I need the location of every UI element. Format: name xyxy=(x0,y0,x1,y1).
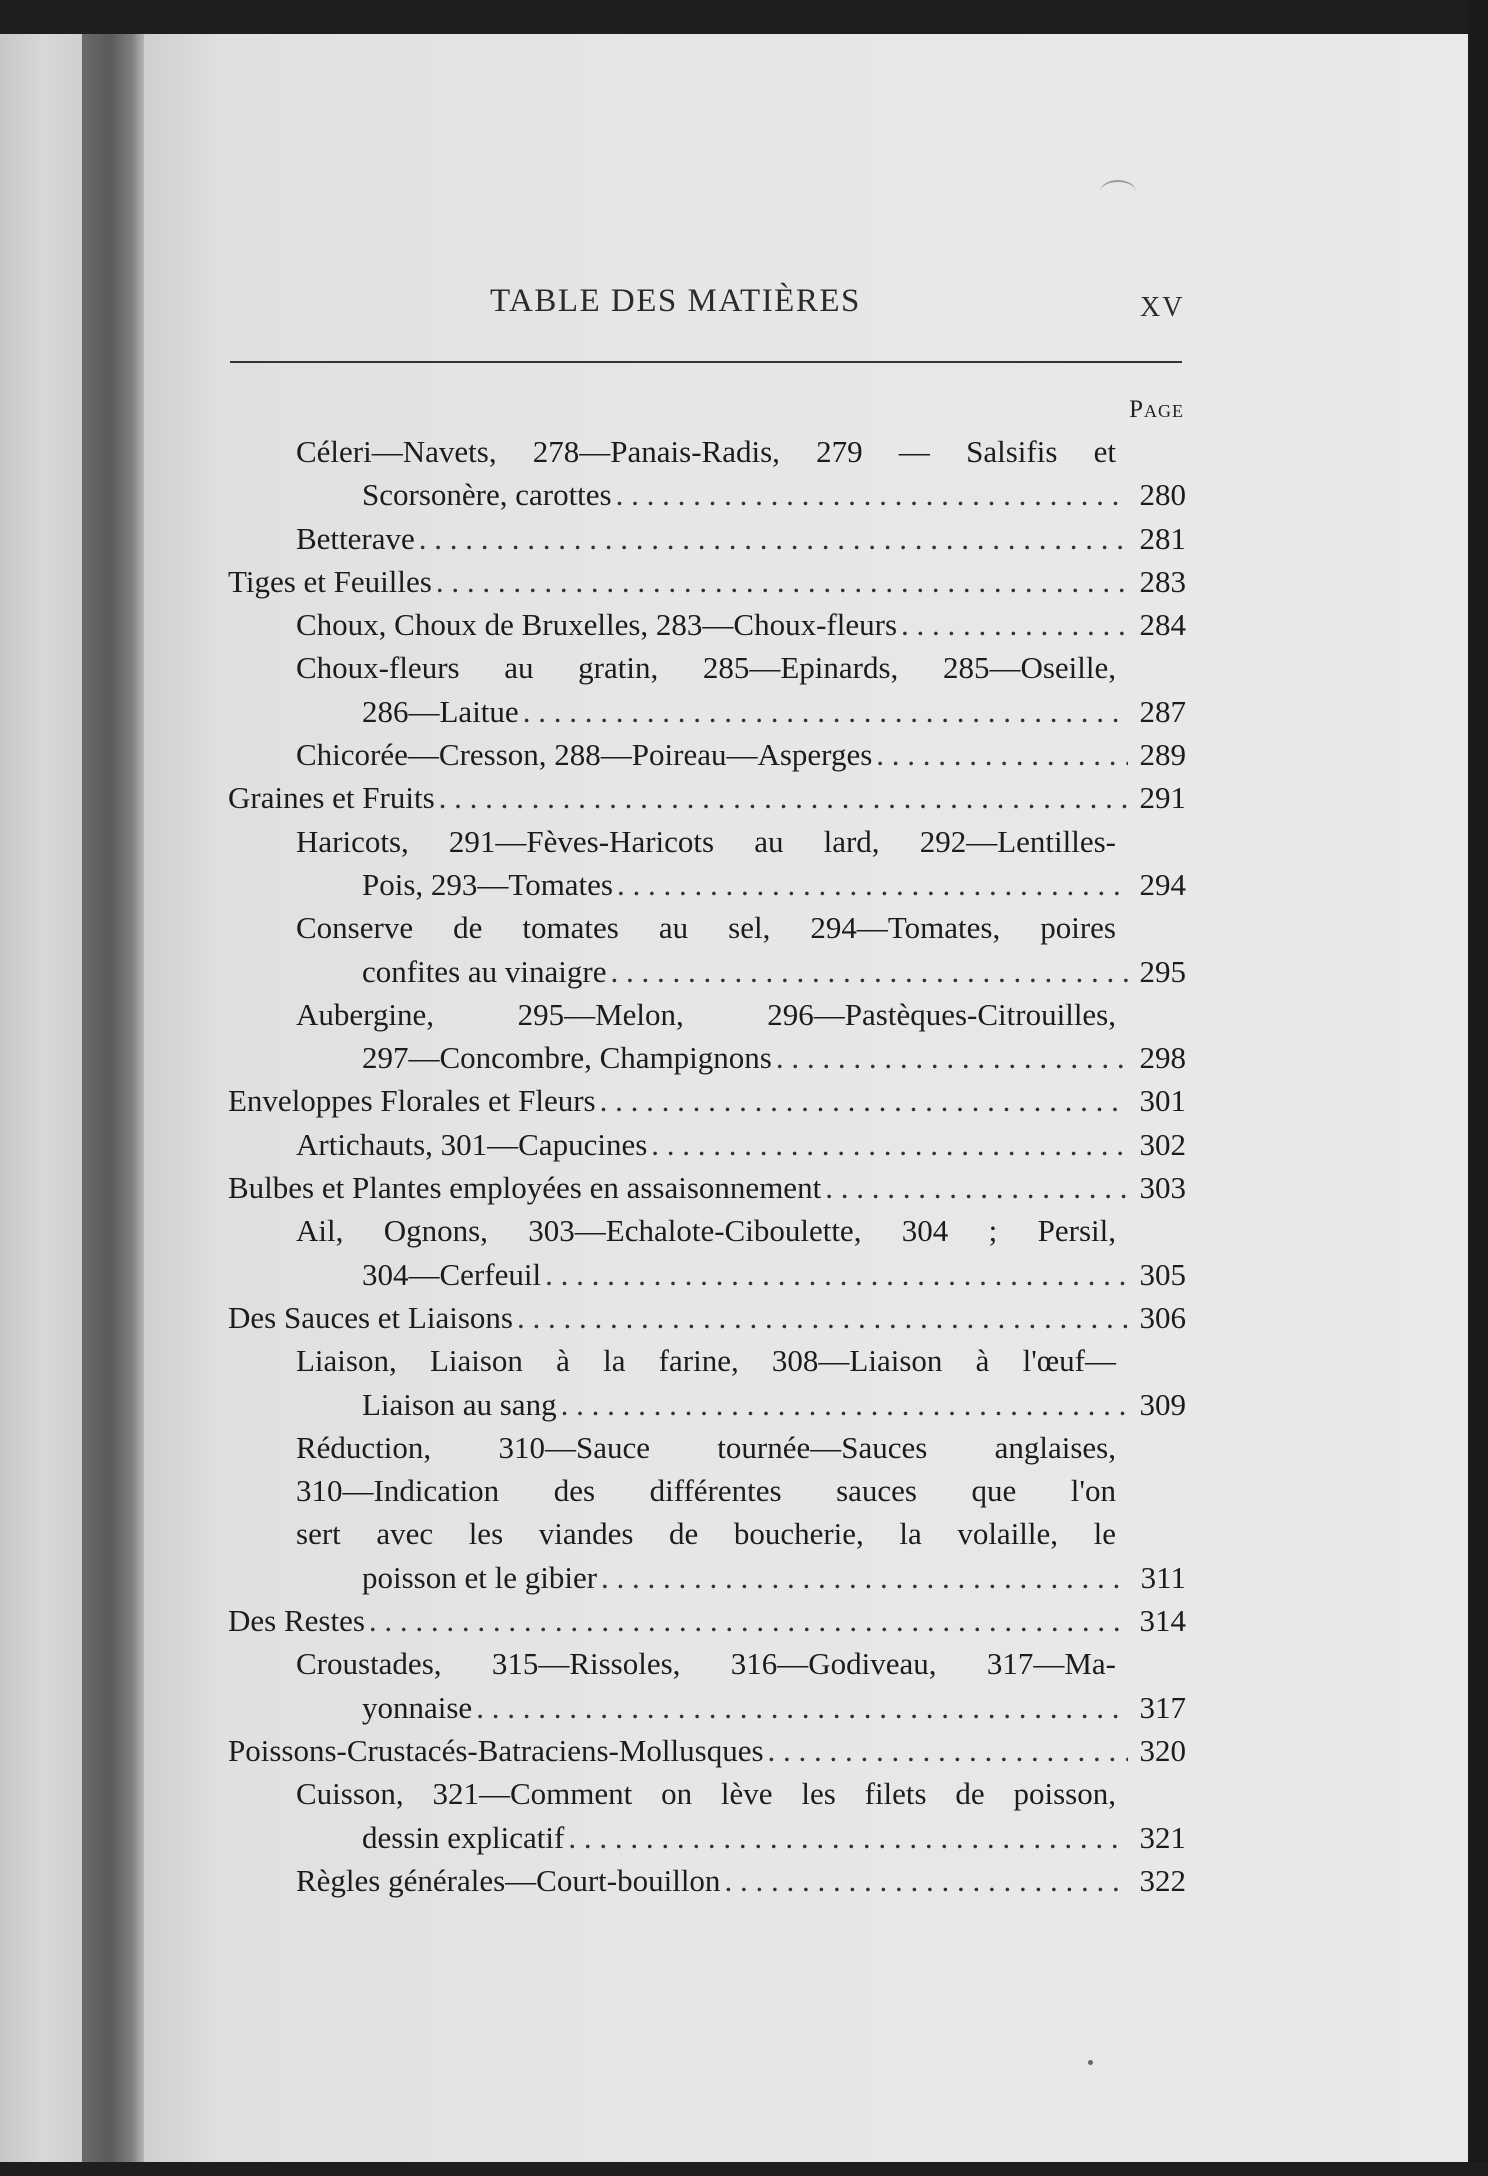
toc-entry-final-line xyxy=(228,1296,1186,1339)
toc-section-entry xyxy=(228,560,1186,603)
toc-entry-label: 286—Laitue xyxy=(362,693,519,729)
toc-entry-final-line xyxy=(296,1686,1186,1729)
toc-entry-final-line xyxy=(228,1079,1186,1122)
toc-entry-final-line xyxy=(296,1383,1186,1426)
dot-leader xyxy=(523,690,1128,733)
toc-subentry xyxy=(228,517,1186,560)
toc-entry-label: Bulbes et Plantes employées en assaisonnement xyxy=(228,1170,822,1206)
toc-subentry xyxy=(228,646,1186,733)
table-of-contents xyxy=(228,430,1186,1902)
toc-section-entry xyxy=(228,1166,1186,1209)
toc-entry-line: sert avec les viandes de boucherie, la volaille, le xyxy=(296,1516,1116,1552)
dot-leader xyxy=(610,950,1128,993)
toc-entry-line: Ail, Ognons, 303—Echalote-Ciboulette, 304 ; Persil, xyxy=(296,1213,1116,1249)
toc-entry-final-line xyxy=(296,517,1186,560)
dot-leader xyxy=(545,1253,1128,1296)
toc-subentry xyxy=(228,820,1186,907)
toc-entry-final-line xyxy=(228,776,1186,819)
toc-entry-label: Poissons-Crustacés-Batraciens-Mollusques xyxy=(228,1732,764,1768)
toc-subentry xyxy=(228,1123,1186,1166)
dot-leader xyxy=(724,1859,1128,1902)
scan-border-right xyxy=(1468,0,1488,2176)
toc-subentry xyxy=(228,430,1186,517)
page-column-label: Page xyxy=(1129,396,1184,423)
dot-leader xyxy=(901,603,1128,646)
toc-page-number: 314 xyxy=(1139,1603,1186,1639)
toc-page-number: 306 xyxy=(1139,1299,1186,1335)
previous-page-edge xyxy=(0,34,82,2162)
toc-page-number: 298 xyxy=(1139,1040,1186,1076)
toc-subentry xyxy=(228,1859,1186,1902)
book-gutter xyxy=(82,34,144,2162)
toc-page-number: 291 xyxy=(1139,780,1186,816)
toc-subentry xyxy=(228,1339,1186,1426)
toc-entry-label: Liaison au sang xyxy=(362,1386,557,1422)
header-rule xyxy=(230,361,1182,363)
toc-entry-label: Scorsonère, carottes xyxy=(362,477,612,513)
toc-entry-line: Réduction, 310—Sauce tournée—Sauces anglaises, xyxy=(296,1429,1116,1465)
dot-leader xyxy=(600,1079,1128,1122)
toc-entry-label: Pois, 293—Tomates xyxy=(362,866,613,902)
toc-page-number: 303 xyxy=(1139,1170,1186,1206)
toc-subentry xyxy=(228,1209,1186,1296)
toc-entry-final-line xyxy=(296,1253,1186,1296)
toc-page-number: 281 xyxy=(1139,520,1186,556)
toc-subentry xyxy=(228,1642,1186,1729)
toc-entry-line: Croustades, 315—Rissoles, 316—Godiveau, 317—Ma- xyxy=(296,1646,1116,1682)
toc-subentry xyxy=(228,906,1186,993)
dot-leader xyxy=(651,1123,1128,1166)
toc-page-number: 280 xyxy=(1139,477,1186,513)
toc-subentry xyxy=(228,733,1186,776)
toc-entry-line: Conserve de tomates au sel, 294—Tomates, poires xyxy=(296,910,1116,946)
toc-entry-final-line xyxy=(296,1123,1186,1166)
toc-entry-label: Des Sauces et Liaisons xyxy=(228,1299,513,1335)
toc-entry-label: Choux, Choux de Bruxelles, 283—Choux-fleurs xyxy=(296,607,898,643)
toc-entry-label: 297—Concombre, Champignons xyxy=(362,1040,772,1076)
toc-entry-final-line xyxy=(296,1816,1186,1859)
toc-page-number: 321 xyxy=(1139,1819,1186,1855)
toc-entry-line: Cuisson, 321—Comment on lève les filets de poisson, xyxy=(296,1776,1116,1812)
toc-page-number: 302 xyxy=(1139,1126,1186,1162)
toc-section-entry xyxy=(228,1729,1186,1772)
toc-entry-label: Règles générales—Court-bouillon xyxy=(296,1862,721,1898)
toc-page-number: 283 xyxy=(1139,563,1186,599)
dot-leader xyxy=(568,1816,1128,1859)
toc-entry-final-line xyxy=(296,603,1186,646)
dot-leader xyxy=(439,776,1128,819)
dot-leader xyxy=(617,863,1128,906)
toc-page-number: 322 xyxy=(1139,1862,1186,1898)
toc-entry-final-line xyxy=(228,1729,1186,1772)
toc-page-number: 320 xyxy=(1139,1732,1186,1768)
toc-page-number: 289 xyxy=(1139,737,1186,773)
toc-page-number: 301 xyxy=(1139,1083,1186,1119)
toc-entry-label: dessin explicatif xyxy=(362,1819,565,1855)
toc-section-entry xyxy=(228,1599,1186,1642)
dot-leader xyxy=(825,1166,1128,1209)
toc-entry-label: Graines et Fruits xyxy=(228,780,435,816)
toc-entry-line: 310—Indication des différentes sauces que l'on xyxy=(296,1473,1116,1509)
toc-entry-line: Aubergine, 295—Melon, 296—Pastèques-Citrouilles, xyxy=(296,996,1116,1032)
toc-entry-final-line xyxy=(296,1556,1186,1599)
dot-leader xyxy=(601,1556,1128,1599)
dot-leader xyxy=(436,560,1128,603)
toc-subentry xyxy=(228,603,1186,646)
toc-page-number: 311 xyxy=(1140,1559,1186,1595)
toc-section-entry xyxy=(228,1296,1186,1339)
toc-entry-final-line xyxy=(228,1599,1186,1642)
dot-leader xyxy=(776,1036,1128,1079)
toc-entry-line: Choux-fleurs au gratin, 285—Epinards, 285—Oseille, xyxy=(296,650,1116,686)
toc-entry-final-line xyxy=(296,690,1186,733)
paper-blemish xyxy=(1100,180,1136,204)
toc-entry-label: Chicorée—Cresson, 288—Poireau—Asperges xyxy=(296,737,873,773)
dot-leader xyxy=(768,1729,1128,1772)
dot-leader xyxy=(419,517,1128,560)
running-head-title: TABLE DES MATIÈRES xyxy=(490,283,861,319)
toc-entry-label: 304—Cerfeuil xyxy=(362,1256,542,1292)
page-number-folio: XV xyxy=(1140,292,1185,323)
toc-entry-final-line xyxy=(296,1036,1186,1079)
scan-border-bottom xyxy=(0,2162,1488,2176)
toc-page-number: 287 xyxy=(1139,693,1186,729)
dot-leader xyxy=(476,1686,1128,1729)
toc-page-number: 295 xyxy=(1139,953,1186,989)
toc-entry-final-line xyxy=(296,863,1186,906)
dot-leader xyxy=(517,1296,1128,1339)
toc-page-number: 317 xyxy=(1139,1689,1186,1725)
toc-entry-line: Liaison, Liaison à la farine, 308—Liaison à l'œuf— xyxy=(296,1343,1116,1379)
toc-entry-label: Betterave xyxy=(296,520,415,556)
toc-entry-final-line xyxy=(228,1166,1186,1209)
toc-entry-label: Des Restes xyxy=(228,1603,365,1639)
toc-entry-final-line xyxy=(228,560,1186,603)
toc-page-number: 294 xyxy=(1139,866,1186,902)
dot-leader xyxy=(561,1383,1128,1426)
toc-entry-final-line xyxy=(296,950,1186,993)
toc-subentry xyxy=(228,993,1186,1080)
toc-entry-line: Céleri—Navets, 278—Panais-Radis, 279 — Salsifis et xyxy=(296,434,1116,469)
scan-border-top xyxy=(0,0,1488,34)
dot-leader xyxy=(369,1599,1128,1642)
toc-entry-line: Haricots, 291—Fèves-Haricots au lard, 292—Lentilles- xyxy=(296,823,1116,859)
toc-entry-final-line xyxy=(296,1859,1186,1902)
toc-section-entry xyxy=(228,776,1186,819)
toc-entry-label: Artichauts, 301—Capucines xyxy=(296,1126,648,1162)
paper-speck xyxy=(1088,2060,1093,2065)
toc-page-number: 305 xyxy=(1139,1256,1186,1292)
toc-subentry xyxy=(228,1772,1186,1859)
toc-entry-label: Enveloppes Florales et Fleurs xyxy=(228,1083,596,1119)
dot-leader xyxy=(876,733,1128,776)
toc-entry-label: poisson et le gibier xyxy=(362,1559,598,1595)
toc-subentry xyxy=(228,1426,1186,1599)
toc-page-number: 284 xyxy=(1139,607,1186,643)
toc-entry-label: confites au vinaigre xyxy=(362,953,607,989)
dot-leader xyxy=(616,473,1128,516)
toc-entry-final-line xyxy=(296,733,1186,776)
toc-entry-label: yonnaise xyxy=(362,1689,473,1725)
toc-section-entry xyxy=(228,1079,1186,1122)
toc-entry-label: Tiges et Feuilles xyxy=(228,563,432,599)
toc-entry-final-line xyxy=(296,473,1186,516)
toc-page-number: 309 xyxy=(1139,1386,1186,1422)
